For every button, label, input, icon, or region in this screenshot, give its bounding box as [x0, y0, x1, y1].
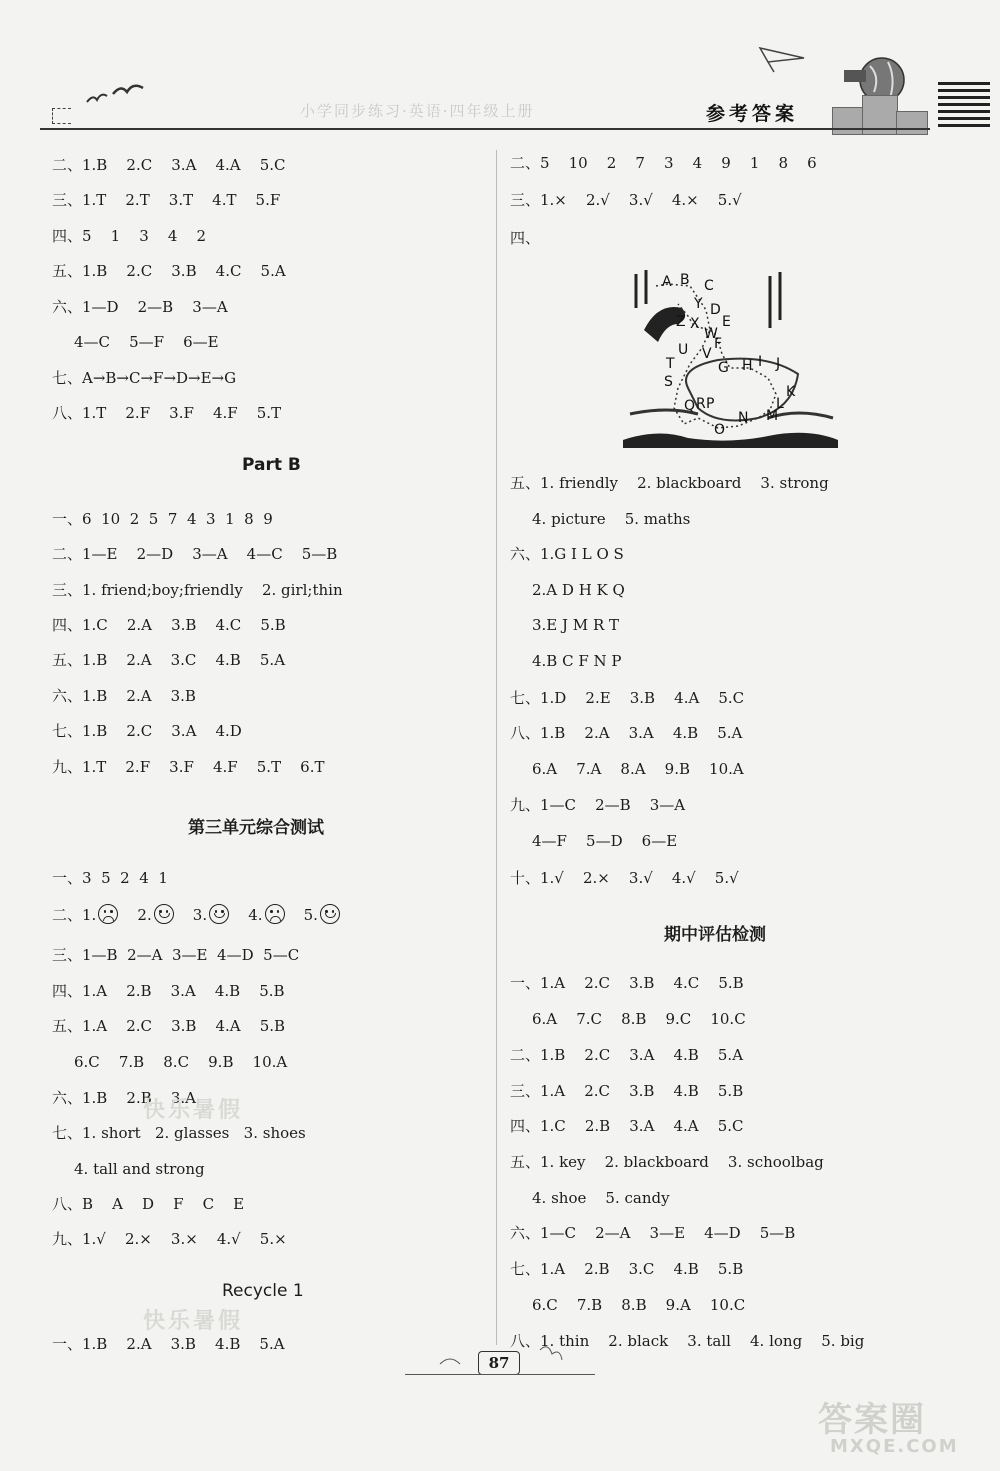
- answer-row: 六、1.G I L O S: [510, 545, 624, 563]
- maze-letter: K: [786, 384, 796, 400]
- answer-row: 4—F 5—D 6—E: [532, 832, 678, 850]
- maze-letter: I: [758, 354, 763, 370]
- answer-row: 三、1.× 2.√ 3.√ 4.× 5.√: [510, 191, 742, 209]
- maze-letter: N: [738, 410, 749, 426]
- answer-row: 七、A→B→C→F→D→E→G: [52, 369, 237, 387]
- maze-letter: H: [742, 358, 753, 374]
- sad-face-icon: [265, 904, 285, 924]
- answer-row: 3.E J M R T: [532, 616, 620, 634]
- footer-rule: [405, 1374, 595, 1375]
- site-watermark-url: MXQE.COM: [830, 1436, 959, 1457]
- maze-letter: E: [722, 314, 731, 330]
- happy-face-icon: [154, 904, 174, 924]
- section-title-recycle1: Recycle 1: [222, 1281, 304, 1301]
- answer-row: 一、3 5 2 4 1: [52, 869, 168, 887]
- answer-row: 九、1.T 2.F 3.F 4.F 5.T 6.T: [52, 758, 325, 776]
- maze-letter: T: [666, 356, 675, 372]
- answer-row: 三、1—B 2—A 3—E 4—D 5—C: [52, 946, 300, 964]
- answer-row: 八、1. thin 2. black 3. tall 4. long 5. big: [510, 1332, 865, 1350]
- ground-shape: [623, 433, 838, 448]
- maze-letter: R: [696, 396, 706, 412]
- answer-row: 四、5 1 3 4 2: [52, 227, 207, 245]
- maze-letter: C: [704, 278, 714, 294]
- column-divider: [496, 150, 497, 1345]
- letter-maze-illustration: [618, 268, 843, 453]
- answer-row: 四、1.C 2.B 3.A 4.A 5.C: [510, 1117, 744, 1135]
- answer-row: 五、1.B 2.C 3.B 4.C 5.A: [52, 262, 286, 280]
- maze-letter: W: [704, 326, 718, 342]
- answer-row: 六、1.B 2.A 3.B: [52, 687, 196, 705]
- answer-row: 五、1.B 2.A 3.C 4.B 5.A: [52, 651, 286, 669]
- answer-row: 三、1.A 2.C 3.B 4.B 5.B: [510, 1082, 744, 1100]
- section-title-unit3: 第三单元综合测试: [188, 818, 324, 838]
- maze-letter: L: [776, 396, 784, 412]
- maze-letter: Y: [694, 296, 703, 312]
- answer-row: 六、1—C 2—A 3—E 4—D 5—B: [510, 1224, 796, 1242]
- item-number: 3.: [192, 906, 208, 924]
- answer-row: 七、1.B 2.C 3.A 4.D: [52, 722, 242, 740]
- watermark-stamp: 快乐暑假: [143, 1308, 244, 1334]
- answer-row: 五、1. friendly 2. blackboard 3. strong: [510, 474, 829, 492]
- page-title: 参考答案: [706, 103, 799, 125]
- answer-row: 三、1. friend;boy;friendly 2. girl;thin: [52, 581, 343, 599]
- item-number: 1.: [82, 906, 97, 924]
- answer-row: 二、1.B 2.C 3.A 4.A 5.C: [52, 156, 286, 174]
- maze-letter: Z: [676, 314, 686, 330]
- header-bracket: [52, 108, 71, 124]
- answer-row: 五、1. key 2. blackboard 3. schoolbag: [510, 1153, 824, 1171]
- maze-letter: A: [662, 274, 672, 290]
- answer-row: 二、1.B 2.C 3.A 4.B 5.A: [510, 1046, 744, 1064]
- answer-row: 一、1.A 2.C 3.B 4.C 5.B: [510, 974, 744, 992]
- maze-letter: V: [702, 346, 712, 362]
- answer-row: 6.A 7.A 8.A 9.B 10.A: [532, 760, 744, 778]
- answer-row: 九、1.√ 2.× 3.× 4.√ 5.×: [52, 1230, 287, 1248]
- maze-letter: S: [664, 374, 673, 390]
- answer-row: 七、1.D 2.E 3.B 4.A 5.C: [510, 689, 745, 707]
- answer-row: 6.C 7.B 8.C 9.B 10.A: [74, 1053, 288, 1071]
- answer-row: 十、1.√ 2.× 3.√ 4.√ 5.√: [510, 869, 739, 887]
- answer-row: 八、1.T 2.F 3.F 4.F 5.T: [52, 404, 282, 422]
- answer-row: 2.A D H K Q: [532, 581, 625, 599]
- answer-row: 4. picture 5. maths: [532, 510, 691, 528]
- answer-row: 七、1.A 2.B 3.C 4.B 5.B: [510, 1260, 744, 1278]
- answer-row: 二、5 10 2 7 3 4 9 1 8 6: [510, 154, 817, 172]
- answer-row: 六、1.B 2.B 3.A: [52, 1089, 196, 1107]
- item-number: 4.: [248, 906, 263, 924]
- item-number: 2.: [137, 906, 152, 924]
- maze-letter: M: [766, 408, 779, 424]
- question-number: 二、: [52, 906, 83, 924]
- answer-row: 七、1. short 2. glasses 3. shoes: [52, 1124, 306, 1142]
- maze-letter: U: [678, 342, 689, 358]
- answer-row: 一、1.B 2.A 3.B 4.B 5.A: [52, 1335, 285, 1353]
- answer-row: 4.B C F N P: [532, 652, 622, 670]
- maze-letter: G: [718, 360, 729, 376]
- answer-row: 4—C 5—F 6—E: [74, 333, 219, 351]
- answer-row: 六、1—D 2—B 3—A: [52, 298, 228, 316]
- page-header: [0, 0, 1000, 140]
- site-watermark-text: 答案圈: [818, 1400, 926, 1440]
- site-watermark: [808, 1398, 983, 1458]
- section-title-midterm: 期中评估检测: [664, 925, 766, 945]
- birds-icon: [85, 82, 145, 112]
- answer-row: 八、B A D F C E: [52, 1195, 245, 1213]
- answer-row: 四、: [510, 229, 541, 247]
- maze-letter: O: [714, 422, 726, 438]
- watermark-stamp: 快乐暑假: [143, 1097, 244, 1123]
- maze-letter: P: [706, 396, 715, 412]
- answer-row: 三、1.T 2.T 3.T 4.T 5.F: [52, 191, 281, 209]
- header-rule: [40, 128, 930, 130]
- section-title-part-b: Part B: [242, 455, 301, 475]
- maze-letter: F: [714, 336, 723, 352]
- happy-face-icon: [320, 904, 340, 924]
- page-number: 87: [478, 1351, 520, 1375]
- answer-row: 五、1.A 2.C 3.B 4.A 5.B: [52, 1017, 286, 1035]
- answer-row: 一、6 10 2 5 7 4 3 1 8 9: [52, 510, 273, 528]
- maze-letter: Q: [684, 398, 696, 414]
- answer-row: 二、1—E 2—D 3—A 4—C 5—B: [52, 545, 338, 563]
- answer-row: 八、1.B 2.A 3.A 4.B 5.A: [510, 724, 743, 742]
- answer-row: 4. shoe 5. candy: [532, 1189, 670, 1207]
- happy-face-icon: [209, 904, 229, 924]
- answer-row: 4. tall and strong: [74, 1160, 205, 1178]
- header-watermark: 小学同步练习·英语·四年级上册: [300, 102, 535, 120]
- face-answer-row: [52, 904, 340, 925]
- maze-letter: J: [776, 356, 781, 372]
- sad-face-icon: [98, 904, 118, 924]
- item-number: 5.: [303, 906, 318, 924]
- answer-row: 6.A 7.C 8.B 9.C 10.C: [532, 1010, 746, 1028]
- header-stripes: [938, 82, 990, 130]
- answer-row: 九、1—C 2—B 3—A: [510, 796, 686, 814]
- answer-row: 四、1.C 2.A 3.B 4.C 5.B: [52, 616, 286, 634]
- answer-row: 四、1.A 2.B 3.A 4.B 5.B: [52, 982, 285, 1000]
- maze-letter: D: [710, 302, 721, 318]
- paper-plane-icon: [758, 42, 808, 76]
- maze-letter: B: [680, 272, 690, 288]
- maze-letter: X: [690, 316, 700, 332]
- answer-row: 6.C 7.B 8.B 9.A 10.C: [532, 1296, 746, 1314]
